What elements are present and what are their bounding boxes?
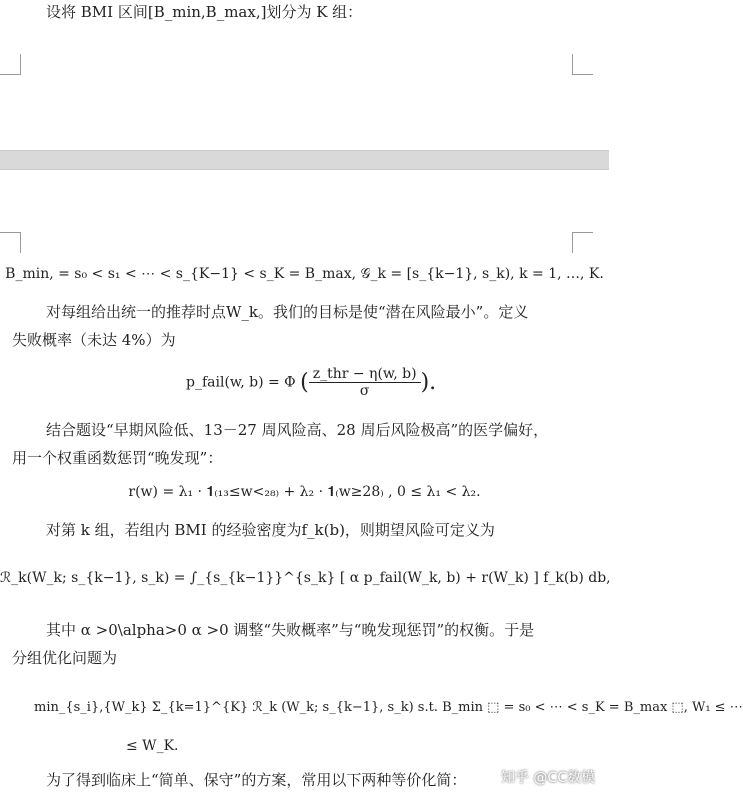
equation-fail-prob: p_fail(w, b) = Φ ( $\frac{\text{z\_thr − η(w, b)}}{\sigma}$ ). [186,366,437,399]
equation-fail-denominator: σ [359,383,370,399]
crop-mark-icon [0,54,21,75]
paragraph-bmi-intro: 设将 BMI 区间[B_min,B_max,]划分为 K 组： [46,3,363,21]
crop-mark-icon [572,232,593,253]
crop-mark-icon [0,232,21,253]
equation-fail-lhs: p_fail(w, b) = Φ [186,374,296,391]
equation-fail-numerator: z_thr − η(w, b) [309,366,421,383]
equation-weight: r(w) = λ₁ · 𝟏₍₁₃≤w<₂₈₎ + λ₂ · 𝟏₍w≥28₎ , 0 ≤ λ₁ < λ₂. [128,484,481,500]
paragraph-alpha-line1: 其中 α >0\alpha>0 α >0 调整“失败概率”与“晚发现惩罚”的权衡。于是 [46,621,535,639]
equation-optimization-cont: ≤ W_K. [126,738,179,754]
crop-mark-icon [572,54,593,75]
paragraph-simplify: 为了得到临床上“简单、保守”的方案，常用以下两种等价化简： [46,771,467,789]
equation-optimization: min_{s_i},{W_k} Σ_{k=1}^{K} ℛ_k (W_k; s_{k−1}, s_k) s.t. B_min ⬚ = s₀ < ⋯ < s_K = B_max ⬚, W₁ ≤ ⋯ [34,700,743,715]
page-gap [0,150,609,170]
paragraph-density: 对第 k 组，若组内 BMI 的经验密度为f_k(b)，则期望风险可定义为 [46,521,495,539]
document-page-top [0,0,609,150]
equation-partition: B_min, = s₀ < s₁ < ⋯ < s_{K−1} < s_K = B_max, 𝒢_k = [s_{k−1}, s_k), k = 1, …, K. [5,266,604,282]
watermark: 知乎 @CC数模 [500,770,595,786]
paragraph-recommend-line2: 失败概率（未达 4%）为 [12,331,176,349]
paragraph-preference-line2: 用一个权重函数惩罚“晚发现”： [12,449,223,467]
equation-risk: ℛ_k(W_k; s_{k−1}, s_k) = ∫_{s_{k−1}}^{s_k} [ α p_fail(W_k, b) + r(W_k) ] f_k(b) db, [0,570,611,586]
paragraph-preference-line1: 结合题设“早期风险低、13－27 周风险高、28 周后风险极高”的医学偏好， [46,421,549,439]
paragraph-recommend-line1: 对每组给出统一的推荐时点W_k。我们的目标是使“潜在风险最小”。定义 [46,303,529,321]
paragraph-alpha-line2: 分组优化问题为 [12,649,118,667]
